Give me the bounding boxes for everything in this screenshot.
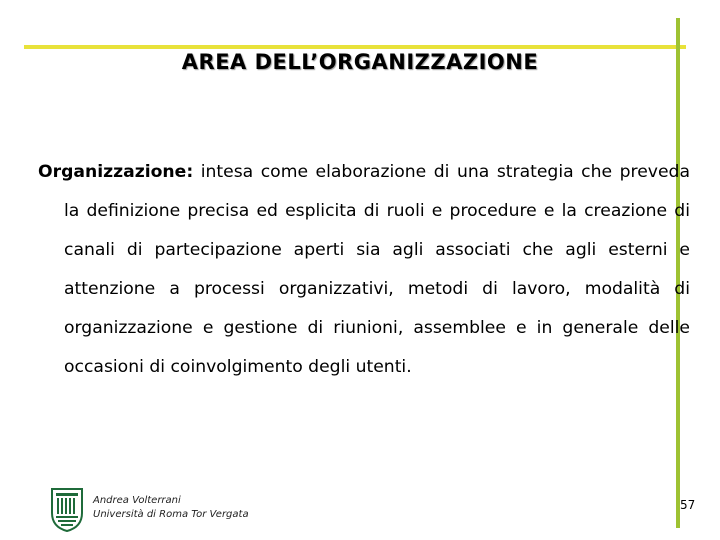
university-shield-icon [49, 487, 85, 532]
footer-university: Università di Roma Tor Vergata [93, 509, 249, 520]
term-label: Organizzazione: [38, 162, 194, 182]
footer-author: Andrea Volterrani [93, 495, 181, 506]
footer-credit [93, 494, 249, 522]
body-paragraph [38, 153, 690, 387]
top-rule [24, 45, 686, 49]
term-definition: intesa come elaborazione di una strategia che preveda la definizione precisa ed esplicita di ruoli e procedure e la creazione di canali di partecipazione aperti sia agli associati che agli esterni e attenzione a processi organizzativi, metodi di lavoro, modalità di organizzazione e gestione di riunioni, assemblee e in generale delle occasioni di coinvolgimento degli utenti. [64, 162, 690, 377]
page-number: 57 [680, 498, 696, 512]
slide-title: AREA DELL’ORGANIZZAZIONE [181, 50, 539, 74]
